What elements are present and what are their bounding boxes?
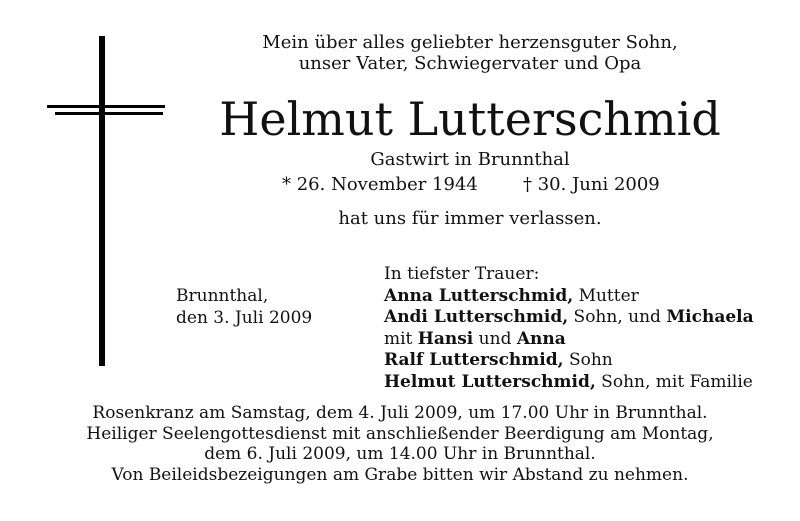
date-text: den 3. Juli 2009 [176,308,313,328]
intro-text [230,32,710,74]
footer-line-3: dem 6. Juli 2009, um 14.00 Uhr in Brunnthal. [204,444,596,464]
mourners-block [384,264,754,393]
mourner-line: mit Hansi und Anna [384,328,566,349]
left-us-text: hat uns für immer verlassen. [338,208,602,229]
mourner-line: Andi Lutterschmid, Sohn, und Michaela [384,307,754,327]
mourner-line: Ralf Lutterschmid, Sohn [384,350,613,370]
service-info [40,403,760,485]
mourner-line: Anna Lutterschmid, Mutter [384,285,639,306]
cross-icon [99,36,105,366]
cross-bar-lower [55,112,163,115]
place-text: Brunnthal, [176,286,269,306]
deceased-occupation: Gastwirt in Brunnthal [370,149,570,170]
footer-line-1: Rosenkranz am Samstag, dem 4. Juli 2009, um 17.00 Uhr in Brunnthal. [92,403,708,423]
intro-line-2: unser Vater, Schwiegervater und Opa [298,53,642,74]
death-date: † 30. Juni 2009 [523,174,660,195]
birth-date: * 26. November 1944 [282,174,478,195]
mourner-line: Helmut Lutterschmid, Sohn, mit Familie [384,371,753,392]
deceased-name: Helmut Lutterschmid [219,92,721,146]
footer-line-4: Von Beileidsbezeigungen am Grabe bitten wir Abstand zu nehmen. [111,464,689,485]
footer-line-2: Heiliger Seelengottesdienst mit anschließender Beerdigung am Montag, [86,423,714,444]
cross-bar-upper [47,105,165,108]
mourning-heading: In tiefster Trauer: [384,264,540,284]
intro-line-1: Mein über alles geliebter herzensguter Sohn, [262,32,678,53]
